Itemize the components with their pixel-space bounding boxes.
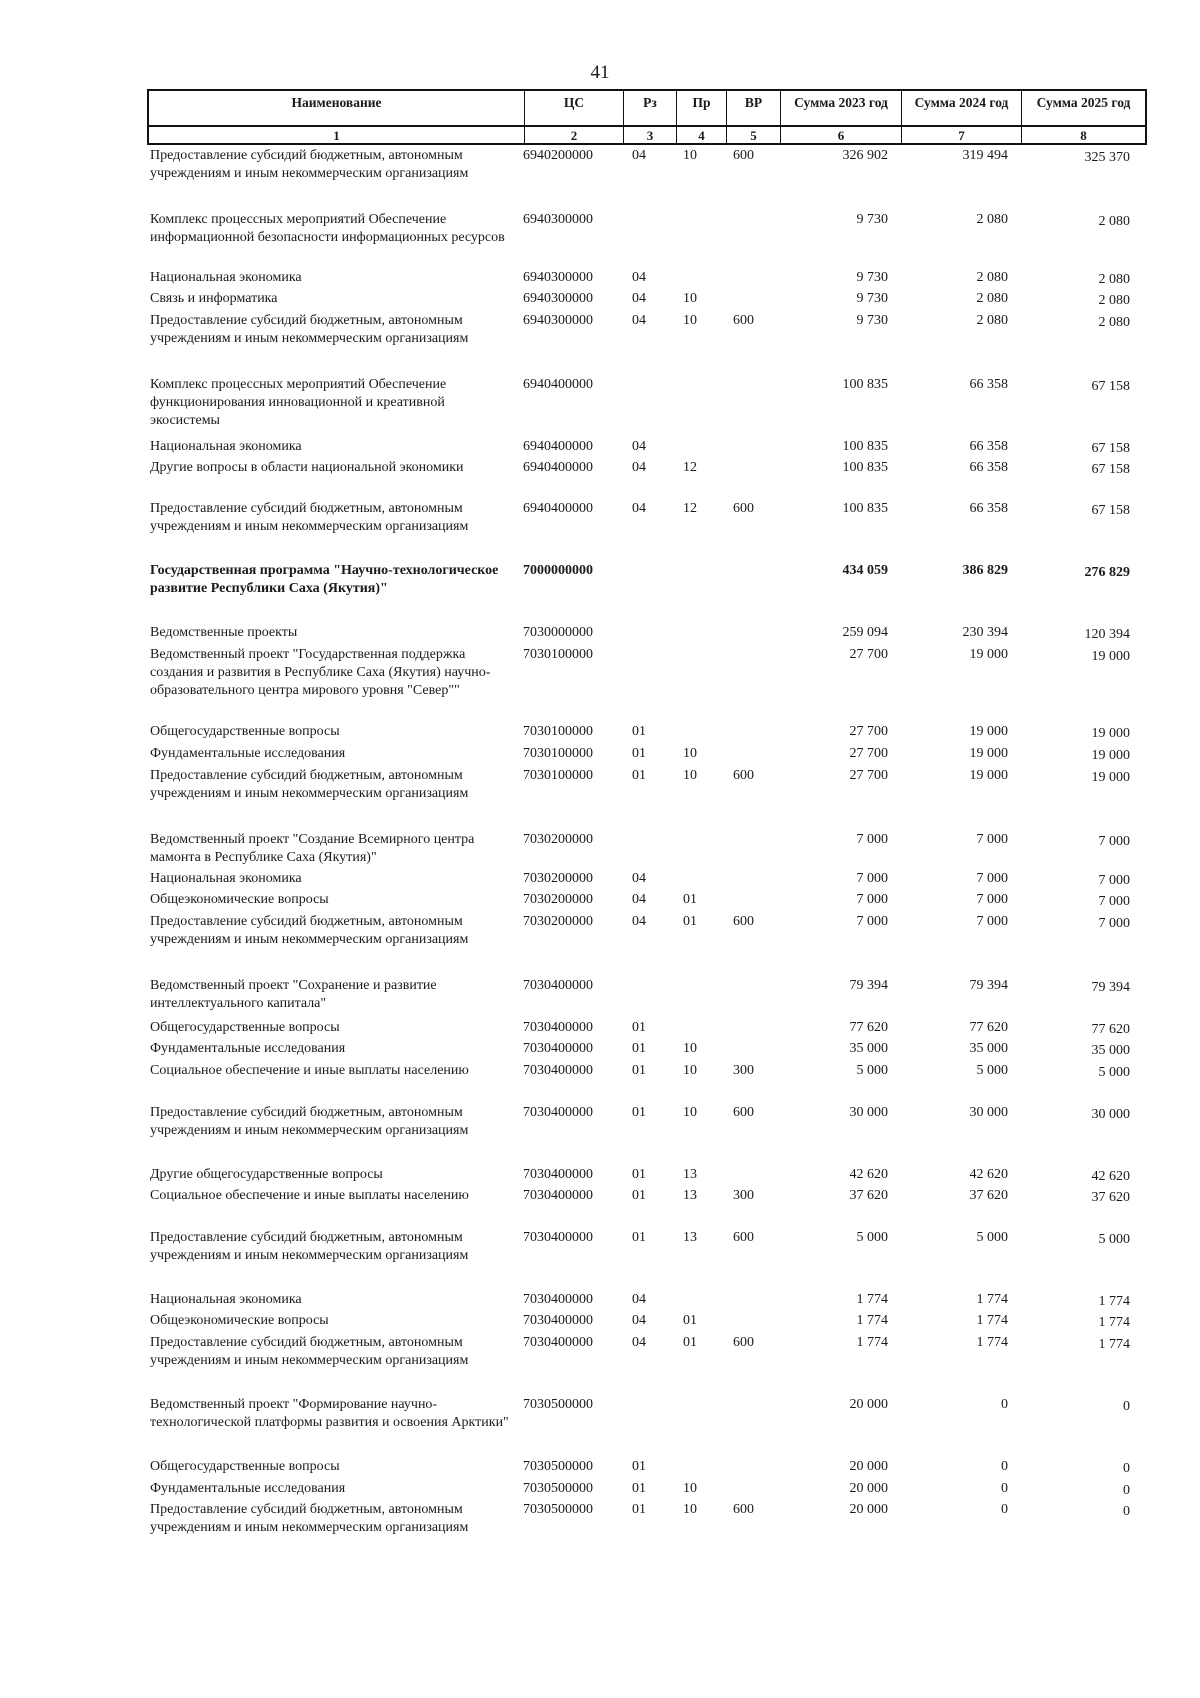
row-sum-2025: 325 370 [1084,150,1130,165]
row-sum-2024: 1 774 [976,1335,1008,1350]
header-pr: Пр [677,91,727,125]
row-rz: 01 [632,1188,646,1203]
row-sum-2023: 1 774 [856,1335,888,1350]
row-pr: 10 [683,313,697,328]
row-name: Национальная экономика [150,1292,302,1307]
row-sum-2023: 9 730 [856,313,888,328]
row-cs: 7030200000 [523,914,593,929]
row-name: Национальная экономика [150,439,302,454]
row-sum-2024: 5 000 [976,1230,1008,1245]
row-sum-2023: 100 835 [842,460,888,475]
row-name: Социальное обеспечение и иные выплаты населению [150,1063,469,1078]
row-sum-2025: 1 774 [1098,1337,1130,1352]
column-number: 2 [525,127,624,143]
row-sum-2025: 0 [1123,1483,1130,1498]
row-rz: 01 [632,1020,646,1035]
row-name: Ведомственный проект "Формирование научно-технологической платформы развития и освоения Арктики" [150,1397,509,1430]
row-name: Предоставление субсидий бюджетным, автономным учреждениям и иным некоммерческим организациям [150,1335,469,1368]
row-rz: 04 [632,460,646,475]
row-rz: 04 [632,871,646,886]
row-name: Общеэкономические вопросы [150,1313,329,1328]
header-name: Наименование [149,91,525,125]
row-rz: 04 [632,501,646,516]
row-rz: 04 [632,313,646,328]
row-cs: 7030500000 [523,1481,593,1496]
row-rz: 01 [632,768,646,783]
row-sum-2024: 386 829 [962,563,1008,578]
row-sum-2023: 100 835 [842,501,888,516]
row-pr: 10 [683,148,697,163]
row-sum-2024: 35 000 [969,1041,1008,1056]
row-cs: 6940300000 [523,291,593,306]
row-sum-2025: 67 158 [1091,379,1130,394]
row-sum-2024: 7 000 [976,832,1008,847]
row-rz: 04 [632,439,646,454]
row-rz: 01 [632,1041,646,1056]
row-sum-2024: 0 [1001,1459,1008,1474]
row-name: Предоставление субсидий бюджетным, автономным учреждениям и иным некоммерческим организациям [150,501,469,534]
row-cs: 7030400000 [523,1063,593,1078]
row-sum-2023: 30 000 [849,1105,888,1120]
row-sum-2023: 1 774 [856,1292,888,1307]
row-sum-2023: 27 700 [849,768,888,783]
row-sum-2025: 5 000 [1098,1232,1130,1247]
row-sum-2025: 1 774 [1098,1315,1130,1330]
row-rz: 04 [632,1313,646,1328]
row-sum-2023: 434 059 [842,563,888,578]
row-cs: 7030400000 [523,1020,593,1035]
row-name: Национальная экономика [150,871,302,886]
row-sum-2023: 20 000 [849,1481,888,1496]
row-sum-2025: 7 000 [1098,916,1130,931]
row-sum-2023: 100 835 [842,439,888,454]
row-sum-2025: 19 000 [1091,748,1130,763]
row-name: Предоставление субсидий бюджетным, автономным учреждениям и иным некоммерческим организациям [150,914,469,947]
row-name: Предоставление субсидий бюджетным, автономным учреждениям и иным некоммерческим организациям [150,1105,469,1138]
row-sum-2024: 2 080 [976,313,1008,328]
row-cs: 7030500000 [523,1459,593,1474]
row-pr: 01 [683,914,697,929]
row-sum-2024: 319 494 [962,148,1008,163]
row-sum-2025: 35 000 [1091,1043,1130,1058]
row-sum-2023: 5 000 [856,1230,888,1245]
row-rz: 04 [632,148,646,163]
row-sum-2023: 27 700 [849,746,888,761]
row-name: Общеэкономические вопросы [150,892,329,907]
row-pr: 10 [683,1105,697,1120]
row-pr: 10 [683,1481,697,1496]
row-pr: 12 [683,460,697,475]
row-sum-2023: 259 094 [842,625,888,640]
row-cs: 7030200000 [523,871,593,886]
row-pr: 13 [683,1230,697,1245]
row-sum-2023: 77 620 [849,1020,888,1035]
row-cs: 7030500000 [523,1502,593,1517]
column-number: 5 [727,127,781,143]
row-sum-2025: 67 158 [1091,503,1130,518]
row-sum-2025: 276 829 [1084,565,1130,580]
row-cs: 7030500000 [523,1397,593,1412]
row-name: Другие общегосударственные вопросы [150,1167,383,1182]
table-header [147,89,1147,125]
row-sum-2024: 79 394 [969,978,1008,993]
row-sum-2024: 0 [1001,1502,1008,1517]
row-name: Национальная экономика [150,270,302,285]
row-sum-2025: 2 080 [1098,315,1130,330]
row-sum-2023: 326 902 [842,148,888,163]
row-sum-2024: 19 000 [969,768,1008,783]
column-number: 1 [149,127,525,143]
row-cs: 6940400000 [523,501,593,516]
row-rz: 04 [632,892,646,907]
row-name: Предоставление субсидий бюджетным, автономным учреждениям и иным некоммерческим организациям [150,313,469,346]
header-sum-2024: Сумма 2024 год [902,91,1022,125]
row-rz: 01 [632,1502,646,1517]
row-cs: 7030400000 [523,1167,593,1182]
row-sum-2025: 77 620 [1091,1022,1130,1037]
row-sum-2025: 19 000 [1091,649,1130,664]
page-number: 41 [590,62,610,83]
row-sum-2023: 27 700 [849,647,888,662]
row-sum-2025: 5 000 [1098,1065,1130,1080]
row-vr: 300 [733,1188,754,1203]
row-vr: 600 [733,501,754,516]
row-sum-2024: 77 620 [969,1020,1008,1035]
row-rz: 01 [632,746,646,761]
row-rz: 04 [632,1335,646,1350]
row-sum-2023: 37 620 [849,1188,888,1203]
row-sum-2025: 67 158 [1091,441,1130,456]
row-sum-2023: 5 000 [856,1063,888,1078]
row-sum-2023: 9 730 [856,212,888,227]
row-pr: 10 [683,1041,697,1056]
row-cs: 7030400000 [523,1188,593,1203]
row-vr: 600 [733,1230,754,1245]
column-number: 3 [624,127,677,143]
row-sum-2023: 1 774 [856,1313,888,1328]
row-vr: 600 [733,1335,754,1350]
row-sum-2023: 7 000 [856,871,888,886]
header-vr: ВР [727,91,781,125]
row-sum-2023: 27 700 [849,724,888,739]
row-vr: 600 [733,768,754,783]
column-number: 8 [1080,128,1087,143]
row-cs: 6940400000 [523,377,593,392]
row-sum-2025: 7 000 [1098,873,1130,888]
row-name: Социальное обеспечение и иные выплаты населению [150,1188,469,1203]
row-name: Фундаментальные исследования [150,1481,346,1496]
row-name: Ведомственный проект "Сохранение и развитие интеллектуального капитала" [150,978,437,1011]
header-cs: ЦС [525,91,624,125]
row-sum-2025: 19 000 [1091,726,1130,741]
row-sum-2025: 0 [1123,1504,1130,1519]
header-sum-2025: Сумма 2025 год [1036,95,1131,110]
row-cs: 7030400000 [523,1105,593,1120]
row-sum-2024: 19 000 [969,647,1008,662]
row-sum-2023: 20 000 [849,1502,888,1517]
row-sum-2024: 19 000 [969,746,1008,761]
row-sum-2025: 2 080 [1098,293,1130,308]
row-vr: 600 [733,148,754,163]
row-cs: 7030400000 [523,1230,593,1245]
row-name: Предоставление субсидий бюджетным, автономным учреждениям и иным некоммерческим организациям [150,148,469,181]
row-sum-2025: 37 620 [1091,1190,1130,1205]
row-pr: 10 [683,1502,697,1517]
row-rz: 04 [632,270,646,285]
row-rz: 04 [632,1292,646,1307]
row-cs: 6940300000 [523,212,593,227]
row-pr: 10 [683,768,697,783]
row-cs: 7030000000 [523,625,593,640]
row-vr: 600 [733,313,754,328]
row-cs: 6940300000 [523,313,593,328]
row-rz: 01 [632,1105,646,1120]
row-pr: 13 [683,1188,697,1203]
row-name: Фундаментальные исследования [150,746,346,761]
row-sum-2024: 42 620 [969,1167,1008,1182]
row-sum-2024: 66 358 [969,377,1008,392]
row-sum-2024: 2 080 [976,291,1008,306]
row-sum-2024: 66 358 [969,501,1008,516]
row-rz: 04 [632,914,646,929]
row-cs: 7030400000 [523,978,593,993]
row-rz: 01 [632,1167,646,1182]
row-pr: 01 [683,1335,697,1350]
row-sum-2024: 7 000 [976,892,1008,907]
row-cs: 6940400000 [523,460,593,475]
row-cs: 6940400000 [523,439,593,454]
row-rz: 01 [632,1230,646,1245]
row-sum-2025: 0 [1123,1399,1130,1414]
row-cs: 7030400000 [523,1041,593,1056]
row-sum-2025: 2 080 [1098,272,1130,287]
row-sum-2024: 37 620 [969,1188,1008,1203]
row-sum-2023: 9 730 [856,291,888,306]
row-cs: 7000000000 [523,563,593,578]
row-sum-2023: 100 835 [842,377,888,392]
row-cs: 7030400000 [523,1335,593,1350]
row-pr: 10 [683,746,697,761]
row-name: Ведомственный проект "Государственная поддержка создания и развития в Республике Саха (Якутия) научно-образовательного центра мирового уровня "Север"" [150,647,491,698]
header-sum-2023: Сумма 2023 год [781,91,902,125]
row-rz: 01 [632,1481,646,1496]
row-cs: 7030400000 [523,1313,593,1328]
column-number: 7 [902,127,1022,143]
row-sum-2025: 30 000 [1091,1107,1130,1122]
row-sum-2023: 20 000 [849,1459,888,1474]
row-name: Другие вопросы в области национальной экономики [150,460,464,475]
row-pr: 10 [683,291,697,306]
row-name: Ведомственные проекты [150,625,298,640]
row-sum-2025: 1 774 [1098,1294,1130,1309]
row-sum-2024: 230 394 [962,625,1008,640]
row-sum-2023: 42 620 [849,1167,888,1182]
row-cs: 7030100000 [523,768,593,783]
row-sum-2024: 2 080 [976,212,1008,227]
row-rz: 01 [632,1063,646,1078]
row-pr: 10 [683,1063,697,1078]
row-pr: 01 [683,1313,697,1328]
row-sum-2025: 120 394 [1084,627,1130,642]
row-sum-2023: 7 000 [856,832,888,847]
row-rz: 01 [632,1459,646,1474]
row-vr: 300 [733,1063,754,1078]
row-name: Комплекс процессных мероприятий Обеспечение информационной безопасности информационных ресурсов [150,212,505,245]
row-name: Государственная программа "Научно-технологическое развитие Республики Саха (Якутия)" [150,563,499,596]
row-name: Фундаментальные исследования [150,1041,346,1056]
row-sum-2024: 30 000 [969,1105,1008,1120]
row-sum-2025: 67 158 [1091,462,1130,477]
row-sum-2024: 1 774 [976,1292,1008,1307]
header-rz: Рз [624,91,677,125]
row-sum-2024: 66 358 [969,460,1008,475]
row-name: Предоставление субсидий бюджетным, автономным учреждениям и иным некоммерческим организациям [150,1502,469,1535]
row-cs: 6940200000 [523,148,593,163]
row-sum-2025: 42 620 [1091,1169,1130,1184]
row-rz: 04 [632,291,646,306]
row-cs: 7030200000 [523,832,593,847]
row-name: Общегосударственные вопросы [150,1020,340,1035]
row-sum-2024: 7 000 [976,914,1008,929]
row-sum-2024: 0 [1001,1481,1008,1496]
row-vr: 600 [733,1105,754,1120]
row-sum-2024: 1 774 [976,1313,1008,1328]
row-sum-2024: 66 358 [969,439,1008,454]
row-pr: 13 [683,1167,697,1182]
row-sum-2023: 7 000 [856,892,888,907]
row-sum-2024: 7 000 [976,871,1008,886]
row-cs: 7030200000 [523,892,593,907]
row-name: Ведомственный проект "Создание Всемирного центра мамонта в Республике Саха (Якутия)" [150,832,475,865]
row-vr: 600 [733,914,754,929]
row-name: Комплекс процессных мероприятий Обеспечение функционирования инновационной и креативной экосистемы [150,377,447,428]
row-cs: 7030100000 [523,724,593,739]
row-cs: 7030100000 [523,647,593,662]
row-sum-2025: 7 000 [1098,894,1130,909]
row-sum-2023: 9 730 [856,270,888,285]
column-number: 6 [781,127,902,143]
column-number: 4 [677,127,727,143]
row-sum-2025: 2 080 [1098,214,1130,229]
row-pr: 12 [683,501,697,516]
row-sum-2025: 79 394 [1091,980,1130,995]
row-sum-2025: 19 000 [1091,770,1130,785]
row-sum-2023: 35 000 [849,1041,888,1056]
row-cs: 6940300000 [523,270,593,285]
row-sum-2024: 19 000 [969,724,1008,739]
row-name: Предоставление субсидий бюджетным, автономным учреждениям и иным некоммерческим организациям [150,1230,469,1263]
row-name: Связь и информатика [150,291,278,306]
row-sum-2024: 0 [1001,1397,1008,1412]
row-sum-2024: 2 080 [976,270,1008,285]
row-sum-2025: 7 000 [1098,834,1130,849]
row-cs: 7030400000 [523,1292,593,1307]
row-sum-2024: 5 000 [976,1063,1008,1078]
row-name: Общегосударственные вопросы [150,1459,340,1474]
row-vr: 600 [733,1502,754,1517]
row-name: Предоставление субсидий бюджетным, автономным учреждениям и иным некоммерческим организациям [150,768,469,801]
row-cs: 7030100000 [523,746,593,761]
row-sum-2023: 20 000 [849,1397,888,1412]
row-sum-2023: 7 000 [856,914,888,929]
column-numbers-row [147,125,1147,145]
row-sum-2025: 0 [1123,1461,1130,1476]
row-name: Общегосударственные вопросы [150,724,340,739]
row-pr: 01 [683,892,697,907]
row-sum-2023: 79 394 [849,978,888,993]
row-rz: 01 [632,724,646,739]
